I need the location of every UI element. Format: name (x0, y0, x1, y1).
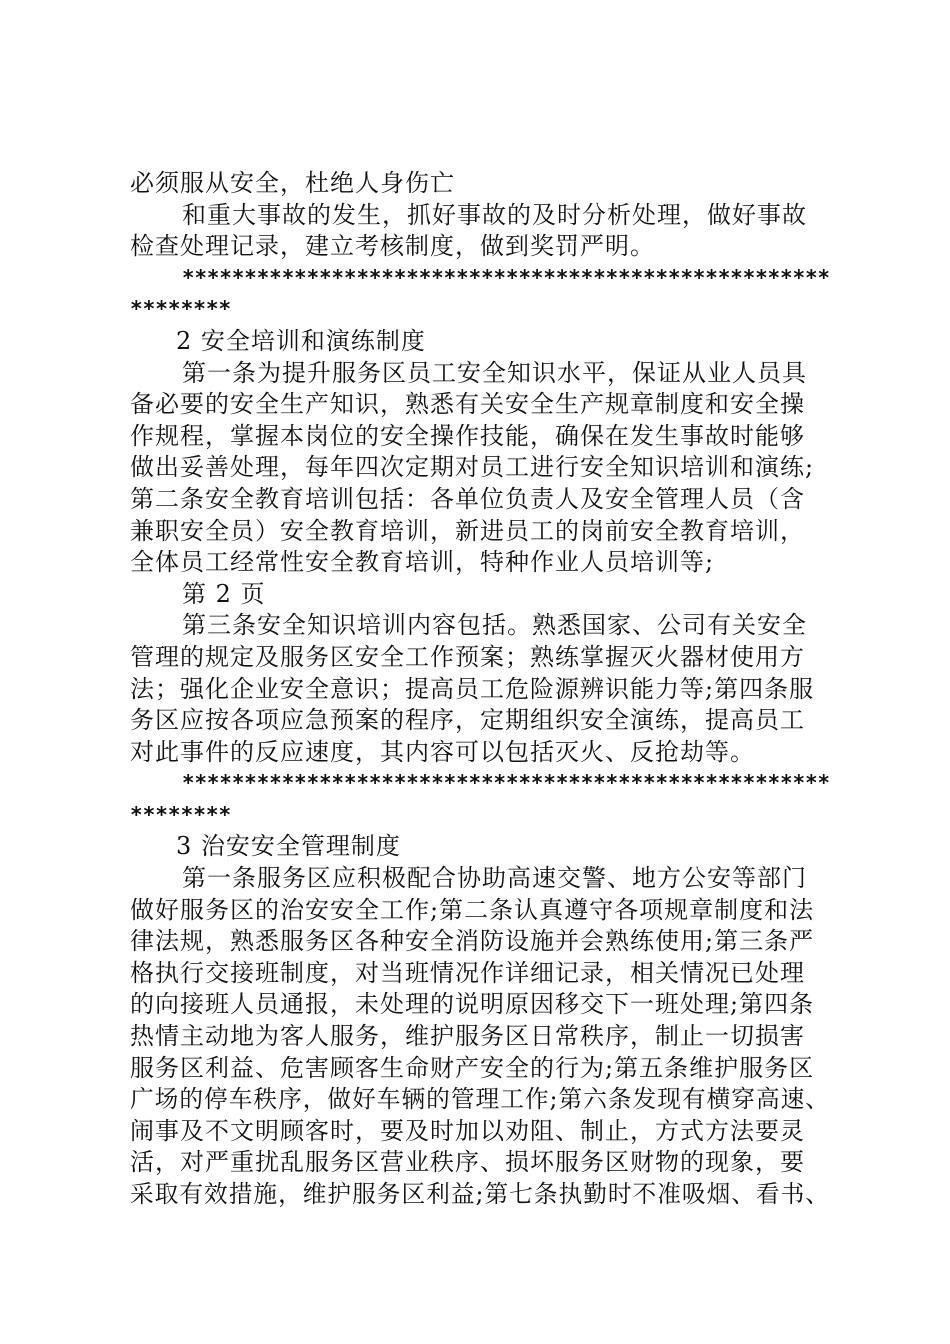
text-line: 备必要的安全生产知识，熟悉有关安全生产规章制度和安全操 (130, 390, 805, 419)
text-line: 做出妥善处理，每年四次定期对员工进行安全知识培训和演练; (130, 453, 815, 482)
text-line: 作规程，掌握本岗位的安全操作技能，确保在发生事故时能够 (130, 421, 805, 450)
text-line: 第一条为提升服务区员工安全知识水平，保证从业人员具 (182, 358, 807, 387)
text-line: 格执行交接班制度，对当班情况作详细记录，相关情况已处理 (130, 958, 805, 987)
text-line: 必须服从安全，杜绝人身伤亡 (130, 169, 455, 197)
text-line: 第三条安全知识培训内容包括。熟悉国家、公司有关安全 (182, 611, 807, 640)
separator-stars: **************************************************** (182, 771, 830, 796)
text-line: 全体员工经常性安全教育培训，特种作业人员培训等; (130, 548, 715, 577)
section-heading: 3 治安安全管理制度 (176, 832, 401, 861)
text-line: 广场的停车秩序，做好车辆的管理工作;第六条发现有横穿高速、 (130, 1085, 830, 1114)
page-number: 第 2 页 (182, 579, 266, 608)
text-line: 热情主动地为客人服务，维护服务区日常秩序，制止一切损害 (130, 1022, 805, 1051)
text-line: 管理的规定及服务区安全工作预案；熟练掌握灭火器材使用方 (130, 642, 805, 671)
text-line: 兼职安全员）安全教育培训，新进员工的岗前安全教育培训， (130, 516, 805, 545)
text-line: 闹事及不文明顾客时，要及时加以劝阻、制止，方式方法要灵 (130, 1116, 805, 1145)
text-line: 做好服务区的治安安全工作;第二条认真遵守各项规章制度和法 (130, 895, 815, 924)
text-line: 第一条服务区应积极配合协助高速交警、地方公安等部门 (182, 864, 807, 893)
text-line: 和重大事故的发生，抓好事故的及时分析处理，做好事故 (182, 200, 807, 229)
section-heading: 2 安全培训和演练制度 (176, 326, 426, 355)
text-line: 检查处理记录，建立考核制度，做到奖罚严明。 (130, 232, 655, 261)
text-line: 对此事件的反应速度，其内容可以包括灭火、反抢劫等。 (130, 737, 755, 766)
separator-stars: **************************************************** (182, 265, 830, 290)
text-line: 活，对严重扰乱服务区营业秩序、损坏服务区财物的现象，要 (130, 1148, 805, 1177)
separator-stars: ******** (130, 802, 232, 827)
text-line: 律法规，熟悉服务区各种安全消防设施并会熟练使用;第三条严 (130, 927, 815, 956)
document-page (130, 168, 830, 1211)
text-line: 法；强化企业安全意识；提高员工危险源辨识能力等;第四条服 (130, 674, 815, 703)
text-line: 务区应按各项应急预案的程序，定期组织安全演练，提高员工 (130, 706, 805, 735)
text-line: 采取有效措施，维护服务区利益;第七条执勤时不准吸烟、看书、 (130, 1180, 830, 1208)
text-line: 的向接班人员通报，未处理的说明原因移交下一班处理;第四条 (130, 990, 815, 1019)
text-line: 第二条安全教育培训包括：各单位负责人及安全管理人员（含 (130, 484, 805, 513)
text-line: 服务区利益、危害顾客生命财产安全的行为;第五条维护服务区 (130, 1053, 815, 1082)
separator-stars: ******** (130, 297, 232, 322)
